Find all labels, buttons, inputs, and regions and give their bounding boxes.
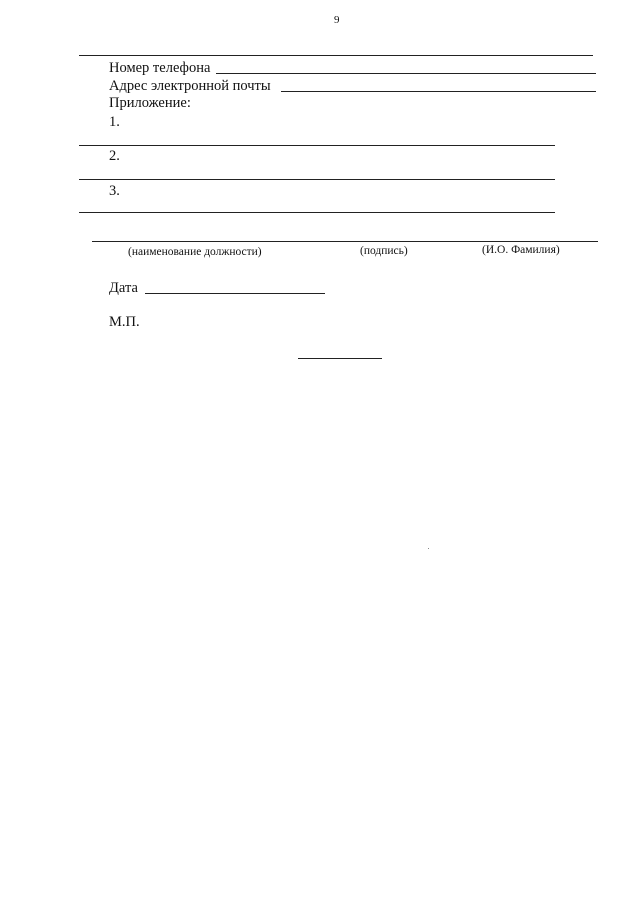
date-field-line[interactable] — [145, 293, 325, 294]
attachment-item-1-line[interactable] — [79, 145, 555, 146]
name-caption: (И.О. Фамилия) — [482, 244, 560, 256]
email-field-line[interactable] — [281, 91, 596, 92]
attachment-item-3-line[interactable] — [79, 212, 555, 213]
page-number: 9 — [334, 14, 340, 26]
attachment-item-3-number: 3. — [109, 183, 120, 199]
scan-speck — [428, 548, 429, 549]
date-label: Дата — [109, 280, 138, 296]
attachment-label: Приложение: — [109, 95, 191, 111]
attachment-item-2-number: 2. — [109, 148, 120, 164]
signature-line[interactable] — [92, 241, 598, 242]
seal-label: М.П. — [109, 314, 140, 330]
top-rule — [79, 55, 593, 56]
email-label: Адрес электронной почты — [109, 78, 271, 94]
attachment-item-2-line[interactable] — [79, 179, 555, 180]
end-separator — [298, 358, 382, 359]
position-caption: (наименование должности) — [128, 246, 262, 258]
attachment-item-1-number: 1. — [109, 114, 120, 130]
sign-caption: (подпись) — [360, 245, 408, 257]
phone-field-line[interactable] — [216, 73, 596, 74]
phone-label: Номер телефона — [109, 60, 211, 76]
